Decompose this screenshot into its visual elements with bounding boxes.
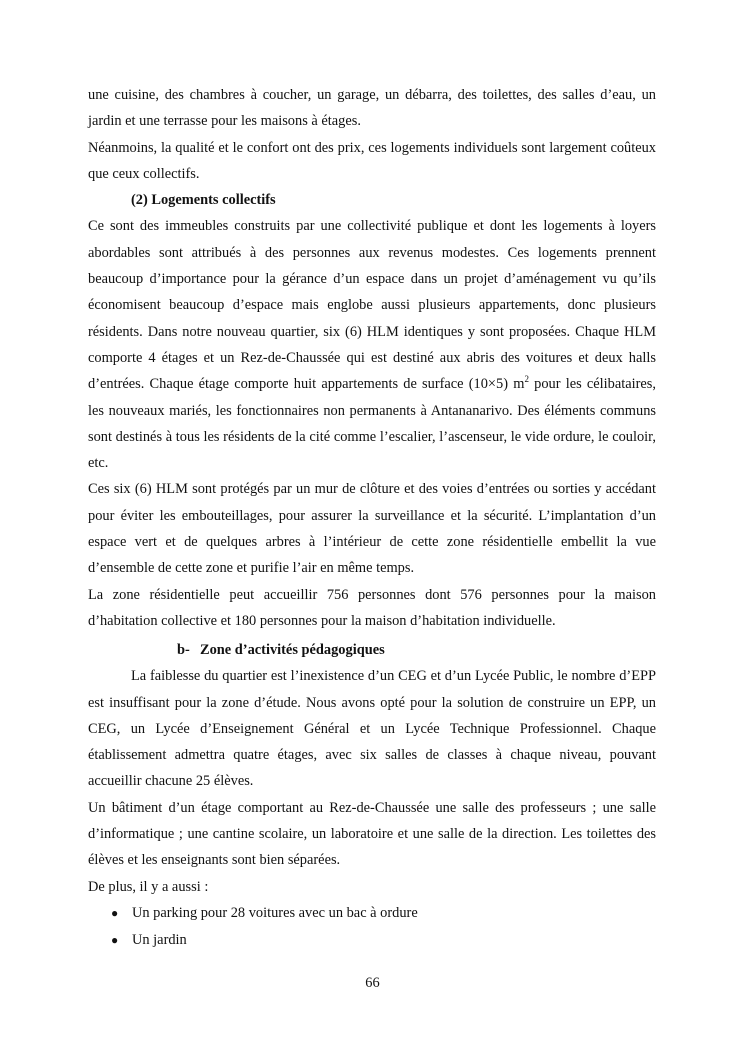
heading-b-text: Zone d’activités pédagogiques xyxy=(200,642,385,659)
heading-zone-pedagogique xyxy=(88,638,656,663)
heading-b-label: b- xyxy=(177,642,190,659)
paragraph-de-plus: De plus, il y a aussi : xyxy=(88,878,209,895)
heading-logements-collectifs: (2) Logements collectifs xyxy=(131,192,276,209)
paragraph-immeubles-text-1: Ce sont des immeubles construits par une collectivité publique et dont les logements à loyers abordables sont attribués à des personnes aux revenus modestes. Ces logements prennent beaucoup d’importance pour la gérance d’un espace dans un projet d’aménagement vu qu’ils économisent beaucoup d’espace mais englobe aussi plusieurs appartements, donc plusieurs résidents. Dans notre nouveau quartier, six (6) HLM identiques y sont proposées. Chaque HLM comporte 4 étages et un Rez-de-Chaussée qui est destiné aux abris des voitures et deux halls d’entrées. Chaque étage comporte huit appartements de surface (10×5) m xyxy=(88,218,656,393)
list-item-text: Un jardin xyxy=(132,931,187,948)
bullet-icon: ● xyxy=(111,932,119,947)
page-number: 66 xyxy=(365,975,380,991)
paragraph-neanmoins: Néanmoins, la qualité et le confort ont des prix, ces logements individuels sont largement coûteux que ceux collectifs. xyxy=(88,139,656,182)
document-page xyxy=(88,82,656,954)
list-item xyxy=(88,927,656,954)
list-item xyxy=(88,900,656,927)
paragraph-hlm-protection: Ces six (6) HLM sont protégés par un mur de clôture et des voies d’entrées ou sorties y accédant pour éviter les embouteillages, pour assurer la surveillance et la sécurité. L’implantation d’un espace vert et de quelques arbres à l’intérieur de cette zone résidentielle embellit la vue d’ensemble de cette zone et purifie l’air en même temps. xyxy=(88,481,656,577)
paragraph-immeubles-text-2: pour les célibataires, les nouveaux mariés, les fonctionnaires non permanents à Antananarivo. Des éléments communs sont destinés à tous les résidents de la cité comme l’escalier, l’ascenseur, le vide ordure, le couloir, etc. xyxy=(88,376,656,472)
paragraph-cuisine: une cuisine, des chambres à coucher, un garage, un débarra, des toilettes, des salles d’eau, un jardin et une terrasse pour les maisons à étages. xyxy=(88,87,656,130)
paragraph-zone-residentielle: La zone résidentielle peut accueillir 756 personnes dont 576 personnes pour la maison d’habitation collective et 180 personnes pour la maison d’habitation individuelle. xyxy=(88,586,656,629)
paragraph-immeubles xyxy=(88,213,656,476)
superscript-square: 2 xyxy=(524,374,529,385)
paragraph-batiment: Un bâtiment d’un étage comportant au Rez-de-Chaussée une salle des professeurs ; une salle d’informatique ; une cantine scolaire, un laboratoire et une salle de la direction. Les toilettes des élèves et les enseignants sont bien séparées. xyxy=(88,799,656,869)
paragraph-faiblesse: La faiblesse du quartier est l’inexistence d’un CEG et d’un Lycée Public, le nombre d’EPP est insuffisant pour la zone d’étude. Nous avons opté pour la solution de construire un EPP, un CEG, un Lycée d’Enseignement Général et un Lycée Technique Professionnel. Chaque établissement admettra quatre étages, avec six salles de classes à chaque niveau, pouvant accueillir chacune 25 élèves. xyxy=(88,668,656,790)
bullet-list xyxy=(88,900,656,954)
list-item-text: Un parking pour 28 voitures avec un bac à ordure xyxy=(132,904,418,921)
bullet-icon: ● xyxy=(111,905,119,920)
